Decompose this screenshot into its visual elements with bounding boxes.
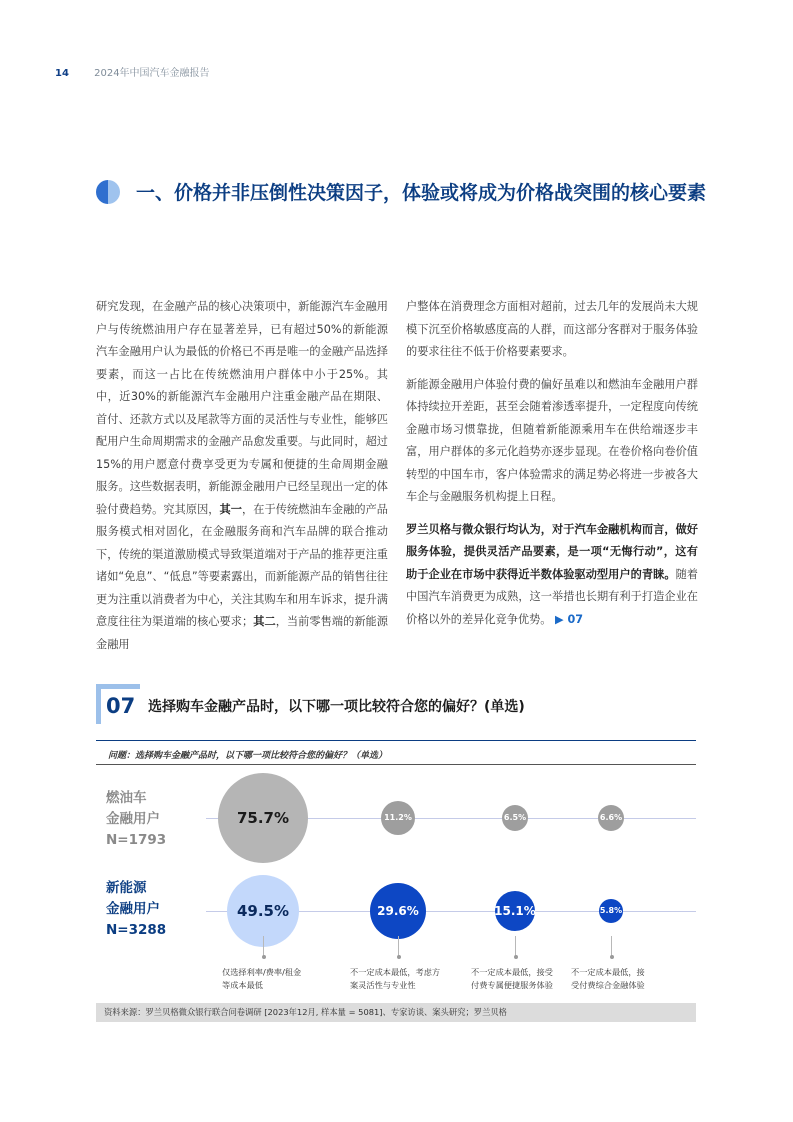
category-dot <box>610 955 614 959</box>
series-label-line: 金融用户 <box>106 901 160 917</box>
series-label-line: 新能源 <box>106 880 147 896</box>
series-label-line: 金融用户 <box>106 811 160 827</box>
category-label-line: 付费专属便捷服务体验 <box>471 980 553 990</box>
category-dot <box>514 955 518 959</box>
bubble-nev-3: 15.1% <box>495 891 535 931</box>
category-tick <box>263 936 264 956</box>
category-label-line: 仅选择利率/费率/租金 <box>222 967 302 977</box>
section-title: 一、价格并非压倒性决策因子，体验或将成为价格战突围的核心要素 <box>136 182 707 204</box>
source-note: 资料来源：罗兰贝格微众银行联合问卷调研 [2023年12月, 样本量 = 5081]、专家访谈、案头研究；罗兰贝格 <box>96 1003 696 1022</box>
emphasis-text: 其二 <box>253 615 276 628</box>
body-paragraph: 新能源金融用户体验付费的偏好虽难以和燃油车金融用户群体持续拉开差距，甚至会随着渗透率提升，一定程度向传统金融市场习惯靠拢，但随着新能源乘用车在供给端逐步丰富，用户群体的多元化趋势亦逐步显现。在卷价格向卷价值转型的中国车市，客户体验需求的满足势必将进一步被各大车企与金融服务机构提上日程。 <box>406 377 698 503</box>
page-number: 14 <box>55 68 69 79</box>
question-divider <box>96 764 696 765</box>
emphasis-text: 其一 <box>219 502 243 516</box>
bubble-oil-4: 6.6% <box>598 805 625 832</box>
half-circle-icon <box>96 180 120 204</box>
category-dot <box>397 955 401 959</box>
category-label <box>222 966 301 992</box>
bubble-nev-1: 49.5% <box>227 875 300 948</box>
body-text: 随着中国汽车消费更为成熟，这一举措也长期有利于打造企业在价格以外的差异化竞争优势。 <box>406 567 698 626</box>
body-text: 研究发现，在金融产品的核心决策项中，新能源汽车金融用户与传统燃油用户存在显著差异，已有超过50%的新能源汽车金融用户认为最低的价格已不再是唯一的金融产品选择要素，而这一占比在传统燃油用户群体中小于25%。其中，近30%的新能源汽车金融用户注重金融产品在期限、首付、还款方式以及尾款等方面的灵活性与专业性，能够匹配用户生命周期需求的金融产品愈发重要。与此同时，超过15%的用户愿意付费享受更为专属和便捷的生命周期金融服务。这些数据表明，新能源金融用户已经呈现出一定的体验付费趋势。究其原因， <box>96 300 388 516</box>
category-label-line: 不一定成本最低，接受 <box>471 967 553 977</box>
body-text: ，当前零售端的新能源金融用 <box>96 615 388 651</box>
series-label-line: 燃油车 <box>106 790 147 806</box>
bubble-nev-4: 5.8% <box>599 899 624 924</box>
category-label <box>350 966 440 992</box>
body-right-column <box>406 296 698 641</box>
bubble-nev-2: 29.6% <box>370 883 426 939</box>
series-label-oil <box>106 788 166 851</box>
category-dot <box>262 955 266 959</box>
category-label-line: 受付费综合金融体验 <box>571 980 645 990</box>
bubble-oil-3: 6.5% <box>502 805 528 831</box>
figure-number: 07 <box>106 694 136 718</box>
emphasis-text: 罗兰贝格与微众银行均认为，对于汽车金融机构而言，做好服务体验，提供灵活产品要素，是一项“无悔行动”，这有助于企业在市场中获得近半数体验驱动型用户的青睐。 <box>406 522 698 581</box>
category-label <box>571 966 645 992</box>
category-tick <box>398 936 399 956</box>
category-label-line: 案灵活性与专业性 <box>350 980 416 990</box>
report-title: 2024年中国汽车金融报告 <box>94 68 210 79</box>
body-left-column <box>96 296 388 666</box>
body-text: ，在于传统燃油车金融的产品服务模式相对固化，在金融服务商和汽车品牌的联合推动下，传统的渠道激励模式导致渠道端对于产品的推荐更注重诸如“免息”、“低息”等要素露出，而新能源产品的销售往往更为注重以消费者为中心，关注其购车和用车诉求，提升满意度往往为渠道端的核心要求； <box>96 502 388 628</box>
bubble-oil-2: 11.2% <box>381 801 416 836</box>
category-label-line: 不一定成本最低，接 <box>571 967 645 977</box>
figure-divider <box>96 740 696 741</box>
section-heading <box>96 178 716 209</box>
category-label-line: 等成本最低 <box>222 980 263 990</box>
survey-question: 问题：选择购车金融产品时，以下哪一项比较符合您的偏好？（单选） <box>108 751 388 761</box>
body-paragraph <box>406 519 698 632</box>
category-tick <box>611 936 612 956</box>
figure-header <box>96 684 696 724</box>
series-label-line: N=1793 <box>106 832 167 848</box>
category-tick <box>515 936 516 956</box>
bubble-oil-1: 75.7% <box>218 773 308 863</box>
page-header <box>55 64 210 79</box>
category-label <box>471 966 553 992</box>
series-label-nev <box>106 878 166 941</box>
body-paragraph <box>96 296 388 656</box>
category-label-line: 不一定成本最低，考虑方 <box>350 967 441 977</box>
figure-title: 选择购车金融产品时，以下哪一项比较符合您的偏好？(单选) <box>148 699 525 715</box>
series-label-line: N=3288 <box>106 922 167 938</box>
figure-reference-link[interactable]: ▶ 07 <box>555 612 584 626</box>
body-paragraph: 户整体在消费理念方面相对超前，过去几年的发展尚未大规模下沉至价格敏感度高的人群，而这部分客群对于服务体验的要求往往不低于价格要素要求。 <box>406 300 698 358</box>
